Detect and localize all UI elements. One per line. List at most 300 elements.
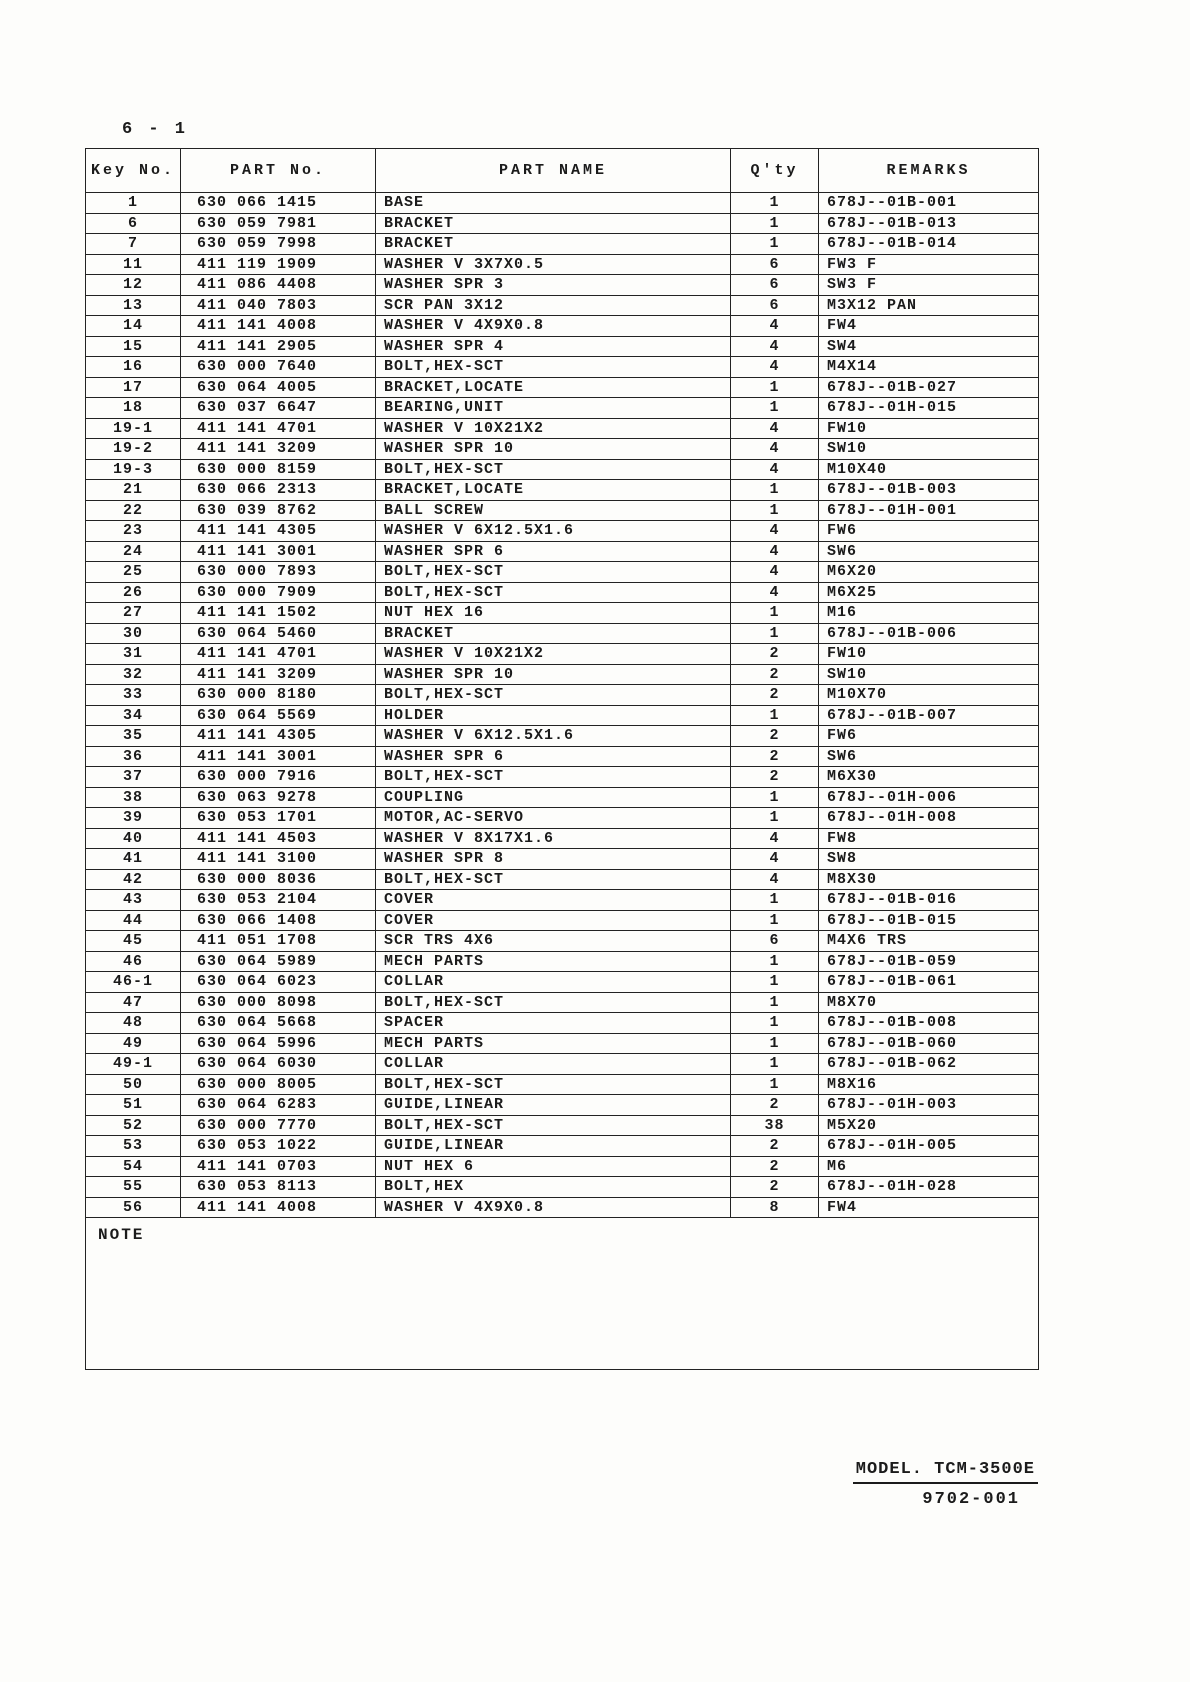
table-cell: 27 <box>86 603 181 624</box>
table-cell: 630 064 5569 <box>181 705 376 726</box>
table-cell: 411 141 1502 <box>181 603 376 624</box>
table-cell: WASHER SPR 8 <box>376 849 731 870</box>
table-cell: 2 <box>731 767 819 788</box>
table-cell: M8X70 <box>819 992 1039 1013</box>
table-cell: 38 <box>86 787 181 808</box>
table-cell: 678J--01B-003 <box>819 480 1039 501</box>
table-cell: BOLT,HEX-SCT <box>376 869 731 890</box>
table-row <box>86 1136 1039 1157</box>
table-cell: WASHER V 4X9X0.8 <box>376 1197 731 1218</box>
table-cell: 1 <box>731 910 819 931</box>
table-cell: SCR PAN 3X12 <box>376 295 731 316</box>
table-cell: 411 141 3209 <box>181 664 376 685</box>
table-row <box>86 726 1039 747</box>
table-cell: 4 <box>731 562 819 583</box>
table-cell: 1 <box>731 1033 819 1054</box>
table-cell: 2 <box>731 1177 819 1198</box>
table-cell: 4 <box>731 521 819 542</box>
table-cell: BEARING,UNIT <box>376 398 731 419</box>
table-cell: M10X70 <box>819 685 1039 706</box>
table-cell: M8X16 <box>819 1074 1039 1095</box>
table-cell: 51 <box>86 1095 181 1116</box>
table-row <box>86 439 1039 460</box>
table-cell: FW8 <box>819 828 1039 849</box>
table-cell: 39 <box>86 808 181 829</box>
table-cell: 411 141 4503 <box>181 828 376 849</box>
table-row <box>86 377 1039 398</box>
table-cell: COLLAR <box>376 972 731 993</box>
table-row <box>86 787 1039 808</box>
table-cell: M10X40 <box>819 459 1039 480</box>
table-cell: 678J--01H-005 <box>819 1136 1039 1157</box>
table-cell: 46-1 <box>86 972 181 993</box>
table-row <box>86 828 1039 849</box>
table-row <box>86 275 1039 296</box>
table-cell: BRACKET <box>376 623 731 644</box>
table-cell: 678J--01B-059 <box>819 951 1039 972</box>
table-cell: SW10 <box>819 664 1039 685</box>
table-cell: 630 000 7893 <box>181 562 376 583</box>
table-cell: 19-3 <box>86 459 181 480</box>
table-body <box>86 193 1039 1218</box>
table-cell: 6 <box>731 254 819 275</box>
table-cell: 4 <box>731 418 819 439</box>
table-row <box>86 234 1039 255</box>
table-cell: 678J--01B-008 <box>819 1013 1039 1034</box>
table-row <box>86 336 1039 357</box>
table-cell: 411 119 1909 <box>181 254 376 275</box>
table-cell: M16 <box>819 603 1039 624</box>
table-cell: 44 <box>86 910 181 931</box>
table-cell: 678J--01B-027 <box>819 377 1039 398</box>
table-cell: WASHER V 6X12.5X1.6 <box>376 726 731 747</box>
table-cell: 19-2 <box>86 439 181 460</box>
table-cell: 1 <box>731 951 819 972</box>
table-cell: 411 040 7803 <box>181 295 376 316</box>
table-row <box>86 869 1039 890</box>
table-cell: M4X6 TRS <box>819 931 1039 952</box>
table-cell: 630 064 5989 <box>181 951 376 972</box>
table-cell: 43 <box>86 890 181 911</box>
table-row <box>86 254 1039 275</box>
table-row <box>86 418 1039 439</box>
table-cell: 630 000 7640 <box>181 357 376 378</box>
table-cell: BOLT,HEX-SCT <box>376 767 731 788</box>
table-cell: M6X30 <box>819 767 1039 788</box>
table-cell: 35 <box>86 726 181 747</box>
table-cell: BOLT,HEX-SCT <box>376 992 731 1013</box>
table-cell: BASE <box>376 193 731 214</box>
table-cell: MECH PARTS <box>376 951 731 972</box>
table-cell: 41 <box>86 849 181 870</box>
table-cell: 17 <box>86 377 181 398</box>
table-cell: 411 141 0703 <box>181 1156 376 1177</box>
table-cell: 630 000 8005 <box>181 1074 376 1095</box>
column-header-qty: Q'ty <box>731 149 819 193</box>
table-cell: 36 <box>86 746 181 767</box>
table-header-row <box>86 149 1039 193</box>
table-cell: 678J--01B-006 <box>819 623 1039 644</box>
table-cell: 630 053 1022 <box>181 1136 376 1157</box>
table-cell: 630 037 6647 <box>181 398 376 419</box>
table-cell: 11 <box>86 254 181 275</box>
table-cell: WASHER V 3X7X0.5 <box>376 254 731 275</box>
table-cell: FW3 F <box>819 254 1039 275</box>
table-cell: 23 <box>86 521 181 542</box>
table-cell: M8X30 <box>819 869 1039 890</box>
table-cell: FW4 <box>819 1197 1039 1218</box>
table-cell: MOTOR,AC-SERVO <box>376 808 731 829</box>
table-cell: 630 053 8113 <box>181 1177 376 1198</box>
table-cell: 630 059 7981 <box>181 213 376 234</box>
table-cell: SW8 <box>819 849 1039 870</box>
table-cell: 1 <box>731 890 819 911</box>
table-cell: 34 <box>86 705 181 726</box>
table-row <box>86 931 1039 952</box>
table-cell: 37 <box>86 767 181 788</box>
table-cell: 2 <box>731 685 819 706</box>
table-cell: 411 141 4701 <box>181 418 376 439</box>
table-cell: 13 <box>86 295 181 316</box>
table-cell: 1 <box>731 500 819 521</box>
table-row <box>86 808 1039 829</box>
table-cell: 630 064 5996 <box>181 1033 376 1054</box>
table-cell: WASHER V 6X12.5X1.6 <box>376 521 731 542</box>
table-row <box>86 193 1039 214</box>
table-cell: 18 <box>86 398 181 419</box>
table-cell: 630 063 9278 <box>181 787 376 808</box>
table-cell: 4 <box>731 316 819 337</box>
table-cell: 2 <box>731 1156 819 1177</box>
table-cell: 411 141 3209 <box>181 439 376 460</box>
table-row <box>86 541 1039 562</box>
table-cell: 630 000 7770 <box>181 1115 376 1136</box>
page-footer <box>853 1460 1038 1509</box>
table-cell: 630 000 7916 <box>181 767 376 788</box>
table-cell: 55 <box>86 1177 181 1198</box>
table-row <box>86 992 1039 1013</box>
table-cell: BOLT,HEX-SCT <box>376 1074 731 1095</box>
page-number: 6 - 1 <box>122 120 189 139</box>
table-cell: SCR TRS 4X6 <box>376 931 731 952</box>
table-cell: 40 <box>86 828 181 849</box>
table-cell: WASHER SPR 10 <box>376 439 731 460</box>
table-cell: 6 <box>731 295 819 316</box>
table-cell: 53 <box>86 1136 181 1157</box>
table-cell: BOLT,HEX <box>376 1177 731 1198</box>
table-cell: M4X14 <box>819 357 1039 378</box>
table-cell: 630 064 6283 <box>181 1095 376 1116</box>
table-cell: 1 <box>731 234 819 255</box>
table-cell: 8 <box>731 1197 819 1218</box>
table-row <box>86 1074 1039 1095</box>
table-cell: M6 <box>819 1156 1039 1177</box>
table-cell: 1 <box>731 972 819 993</box>
table-cell: GUIDE,LINEAR <box>376 1136 731 1157</box>
table-row <box>86 1156 1039 1177</box>
table-cell: 49-1 <box>86 1054 181 1075</box>
table-row <box>86 746 1039 767</box>
table-cell: 411 141 2905 <box>181 336 376 357</box>
table-cell: WASHER SPR 10 <box>376 664 731 685</box>
table-cell: 630 053 2104 <box>181 890 376 911</box>
table-cell: 47 <box>86 992 181 1013</box>
table-cell: 678J--01B-014 <box>819 234 1039 255</box>
table-cell: 12 <box>86 275 181 296</box>
table-cell: BRACKET <box>376 234 731 255</box>
table-cell: 1 <box>731 193 819 214</box>
table-cell: BOLT,HEX-SCT <box>376 357 731 378</box>
table-cell: 1 <box>731 705 819 726</box>
table-cell: 6 <box>731 931 819 952</box>
table-cell: FW6 <box>819 521 1039 542</box>
table-row <box>86 951 1039 972</box>
table-cell: COVER <box>376 910 731 931</box>
table-cell: 16 <box>86 357 181 378</box>
table-cell: 678J--01B-013 <box>819 213 1039 234</box>
table-cell: 678J--01H-015 <box>819 398 1039 419</box>
table-cell: 21 <box>86 480 181 501</box>
table-cell: 1 <box>731 1013 819 1034</box>
table-cell: 33 <box>86 685 181 706</box>
table-cell: 678J--01B-015 <box>819 910 1039 931</box>
table-cell: 630 000 8036 <box>181 869 376 890</box>
table-cell: BOLT,HEX-SCT <box>376 1115 731 1136</box>
table-cell: 2 <box>731 726 819 747</box>
table-cell: FW10 <box>819 418 1039 439</box>
table-row <box>86 500 1039 521</box>
table-cell: 4 <box>731 336 819 357</box>
table-cell: 678J--01H-003 <box>819 1095 1039 1116</box>
table-cell: WASHER SPR 3 <box>376 275 731 296</box>
table-cell: 6 <box>731 275 819 296</box>
table-cell: 630 000 8180 <box>181 685 376 706</box>
table-cell: BALL SCREW <box>376 500 731 521</box>
table-cell: M6X20 <box>819 562 1039 583</box>
table-cell: M5X20 <box>819 1115 1039 1136</box>
table-cell: 4 <box>731 459 819 480</box>
table-cell: 45 <box>86 931 181 952</box>
table-cell: 678J--01B-007 <box>819 705 1039 726</box>
note-row <box>86 1218 1039 1370</box>
column-header-part-name: PART NAME <box>376 149 731 193</box>
table-cell: 411 141 4008 <box>181 316 376 337</box>
table-cell: SW6 <box>819 746 1039 767</box>
table-cell: 630 064 5668 <box>181 1013 376 1034</box>
table-cell: MECH PARTS <box>376 1033 731 1054</box>
table-cell: 630 000 8098 <box>181 992 376 1013</box>
table-cell: BRACKET,LOCATE <box>376 377 731 398</box>
table-cell: FW10 <box>819 644 1039 665</box>
table-cell: 2 <box>731 746 819 767</box>
table-cell: 26 <box>86 582 181 603</box>
table-cell: 630 039 8762 <box>181 500 376 521</box>
table-cell: 24 <box>86 541 181 562</box>
table-cell: 411 141 4008 <box>181 1197 376 1218</box>
table-cell: WASHER V 10X21X2 <box>376 644 731 665</box>
table-cell: 411 141 3001 <box>181 541 376 562</box>
table-row <box>86 213 1039 234</box>
table-cell: 4 <box>731 828 819 849</box>
table-row <box>86 582 1039 603</box>
table-cell: 46 <box>86 951 181 972</box>
table-row <box>86 849 1039 870</box>
table-row <box>86 644 1039 665</box>
table-cell: 52 <box>86 1115 181 1136</box>
table-cell: 630 066 1415 <box>181 193 376 214</box>
table-cell: COLLAR <box>376 1054 731 1075</box>
table-cell: 411 051 1708 <box>181 931 376 952</box>
table-cell: 1 <box>731 398 819 419</box>
table-cell: 22 <box>86 500 181 521</box>
table-row <box>86 767 1039 788</box>
table-row <box>86 480 1039 501</box>
table-cell: 630 064 6023 <box>181 972 376 993</box>
table-cell: 678J--01H-008 <box>819 808 1039 829</box>
table-cell: 411 141 3100 <box>181 849 376 870</box>
column-header-part-no: PART No. <box>181 149 376 193</box>
table-row <box>86 685 1039 706</box>
table-row <box>86 316 1039 337</box>
table-cell: 2 <box>731 1095 819 1116</box>
table-cell: 32 <box>86 664 181 685</box>
table-cell: 4 <box>731 357 819 378</box>
table-cell: 1 <box>731 377 819 398</box>
table-cell: 4 <box>731 439 819 460</box>
table-cell: 2 <box>731 664 819 685</box>
column-header-remarks: REMARKS <box>819 149 1039 193</box>
table-cell: BOLT,HEX-SCT <box>376 685 731 706</box>
table-cell: 678J--01B-016 <box>819 890 1039 911</box>
table-cell: BRACKET,LOCATE <box>376 480 731 501</box>
table-cell: 678J--01B-062 <box>819 1054 1039 1075</box>
table-row <box>86 910 1039 931</box>
table-row <box>86 890 1039 911</box>
table-cell: GUIDE,LINEAR <box>376 1095 731 1116</box>
table-cell: 411 141 4305 <box>181 521 376 542</box>
table-cell: WASHER SPR 4 <box>376 336 731 357</box>
table-cell: 1 <box>731 213 819 234</box>
table-row <box>86 357 1039 378</box>
doc-number: 9702-001 <box>922 1490 1020 1509</box>
table-row <box>86 1033 1039 1054</box>
table-cell: 678J--01B-060 <box>819 1033 1039 1054</box>
table-cell: WASHER SPR 6 <box>376 541 731 562</box>
table-row <box>86 664 1039 685</box>
table-cell: 630 064 5460 <box>181 623 376 644</box>
table-cell: M3X12 PAN <box>819 295 1039 316</box>
table-row <box>86 398 1039 419</box>
table-row <box>86 562 1039 583</box>
table-cell: 630 000 8159 <box>181 459 376 480</box>
table-cell: BRACKET <box>376 213 731 234</box>
table-cell: SW4 <box>819 336 1039 357</box>
table-cell: 411 086 4408 <box>181 275 376 296</box>
table-cell: 411 141 4701 <box>181 644 376 665</box>
table-cell: FW6 <box>819 726 1039 747</box>
table-cell: 1 <box>731 480 819 501</box>
table-cell: 411 141 3001 <box>181 746 376 767</box>
note-section: NOTE <box>86 1218 1039 1370</box>
table-cell: 1 <box>731 808 819 829</box>
table-cell: 30 <box>86 623 181 644</box>
table-cell: 1 <box>86 193 181 214</box>
table-cell: 2 <box>731 1136 819 1157</box>
table-cell: FW4 <box>819 316 1039 337</box>
table-cell: 15 <box>86 336 181 357</box>
table-cell: 19-1 <box>86 418 181 439</box>
table-cell: 4 <box>731 582 819 603</box>
table-cell: SW10 <box>819 439 1039 460</box>
table-cell: BOLT,HEX-SCT <box>376 582 731 603</box>
table-cell: 31 <box>86 644 181 665</box>
table-cell: M6X25 <box>819 582 1039 603</box>
table-cell: COVER <box>376 890 731 911</box>
table-row <box>86 972 1039 993</box>
table-row <box>86 623 1039 644</box>
table-cell: 630 064 6030 <box>181 1054 376 1075</box>
table-cell: 48 <box>86 1013 181 1034</box>
table-cell: SPACER <box>376 1013 731 1034</box>
table-cell: 678J--01H-028 <box>819 1177 1039 1198</box>
table-cell: WASHER SPR 6 <box>376 746 731 767</box>
table-cell: 630 064 4005 <box>181 377 376 398</box>
table-cell: NUT HEX 16 <box>376 603 731 624</box>
table-cell: NUT HEX 6 <box>376 1156 731 1177</box>
table-cell: 1 <box>731 603 819 624</box>
table-row <box>86 459 1039 480</box>
table-cell: 56 <box>86 1197 181 1218</box>
table-cell: 25 <box>86 562 181 583</box>
table-cell: 630 000 7909 <box>181 582 376 603</box>
table-row <box>86 1095 1039 1116</box>
table-cell: 1 <box>731 992 819 1013</box>
table-cell: BOLT,HEX-SCT <box>376 459 731 480</box>
table-row <box>86 1054 1039 1075</box>
table-cell: WASHER V 10X21X2 <box>376 418 731 439</box>
table-cell: 42 <box>86 869 181 890</box>
table-row <box>86 705 1039 726</box>
table-cell: BOLT,HEX-SCT <box>376 562 731 583</box>
table-row <box>86 603 1039 624</box>
table-cell: SW6 <box>819 541 1039 562</box>
table-cell: 678J--01B-001 <box>819 193 1039 214</box>
table-cell: 49 <box>86 1033 181 1054</box>
table-cell: HOLDER <box>376 705 731 726</box>
table-cell: 1 <box>731 1054 819 1075</box>
table-cell: 630 066 2313 <box>181 480 376 501</box>
table-cell: 6 <box>86 213 181 234</box>
parts-table <box>85 148 1039 1370</box>
table-cell: 4 <box>731 541 819 562</box>
table-cell: 54 <box>86 1156 181 1177</box>
table-cell: 630 053 1701 <box>181 808 376 829</box>
table-row <box>86 1115 1039 1136</box>
table-cell: 50 <box>86 1074 181 1095</box>
column-header-key-no: Key No. <box>86 149 181 193</box>
table-cell: 411 141 4305 <box>181 726 376 747</box>
table-cell: 630 066 1408 <box>181 910 376 931</box>
table-cell: 4 <box>731 849 819 870</box>
table-cell: 630 059 7998 <box>181 234 376 255</box>
table-row <box>86 1177 1039 1198</box>
model-label: MODEL. TCM-3500E <box>853 1460 1038 1484</box>
table-cell: SW3 F <box>819 275 1039 296</box>
table-cell: 4 <box>731 869 819 890</box>
table-row <box>86 295 1039 316</box>
table-cell: 1 <box>731 1074 819 1095</box>
table-row <box>86 1197 1039 1218</box>
